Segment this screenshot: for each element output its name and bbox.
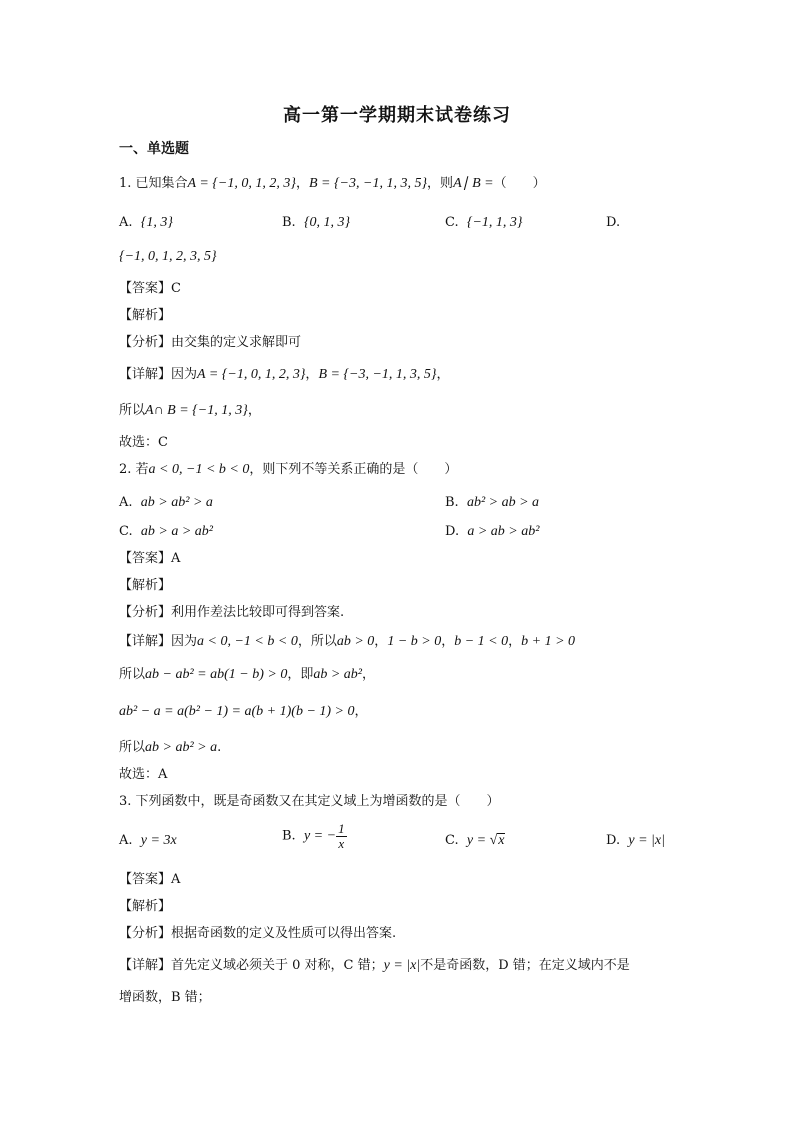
q1-comma: ， xyxy=(295,176,309,191)
q2-line2-end: ， xyxy=(362,667,376,682)
q1-suoyi-expr: A∩ B = {−1, 1, 3} xyxy=(145,403,248,418)
q3-option-a-text: y = 3x xyxy=(140,833,177,848)
q2-stem xyxy=(119,461,457,479)
q1-option-d-value: {−1, 0, 1, 2, 3, 5} xyxy=(119,249,217,264)
q2-xiangjie-c3: ， xyxy=(508,634,522,649)
q2-xiangjie-cond: a < 0, −1 < b < 0 xyxy=(197,634,298,649)
q2-line3 xyxy=(119,703,368,721)
q2-line4-expr: ab > ab² > a xyxy=(145,740,218,755)
q2-option-a-text: ab > ab² > a xyxy=(140,495,213,510)
q1-xiangjie xyxy=(119,366,450,384)
q3-option-a-letter: A. xyxy=(119,833,133,848)
q3-option-d xyxy=(606,832,665,850)
q3-option-b-fraction xyxy=(336,822,347,851)
q2-xiangjie-e3: b − 1 < 0 xyxy=(454,634,509,649)
q1-xiangjie-set-b: B = {−3, −1, 1, 3, 5} xyxy=(318,367,437,382)
q1-option-b xyxy=(282,214,350,232)
q1-set-b: B = {−3, −1, 1, 3, 5} xyxy=(308,176,428,191)
q2-option-d xyxy=(445,523,539,541)
q1-suoyi-prefix: 所以 xyxy=(119,403,146,418)
q3-xiangjie-text2: 不是奇函数，D 错；在定义域内不是 xyxy=(420,958,630,973)
q2-line3-expr: ab² − a = a(b² − 1) = a(b + 1)(b − 1) > 0 xyxy=(119,704,355,719)
q3-xiangjie-label: 【详解】 xyxy=(119,958,172,973)
q2-xiangjie-c2: ， xyxy=(441,634,455,649)
q3-option-b-letter: B. xyxy=(282,828,296,844)
q3-xiangjie-text1: 首先定义域必须关于 0 对称，C 错； xyxy=(171,958,384,973)
q2-xiangjie-e2: 1 − b > 0 xyxy=(387,634,442,649)
q1-option-a xyxy=(119,214,173,232)
q1-option-a-letter: A. xyxy=(119,215,133,230)
section-title: 一、单选题 xyxy=(119,141,189,157)
q3-xiangjie-cont: 增函数，B 错； xyxy=(119,990,211,1005)
q2-xiangjie xyxy=(119,633,575,651)
q2-xiangjie-label: 【详解】 xyxy=(119,634,172,649)
q2-condition: a < 0, −1 < b < 0 xyxy=(148,462,250,477)
q1-fenxi-text: 由交集的定义求解即可 xyxy=(171,335,302,350)
q3-option-b-numerator: 1 xyxy=(338,821,345,836)
q3-xiangjie xyxy=(119,957,630,975)
q2-xiangjie-c1: ， xyxy=(374,634,388,649)
q3-fenxi xyxy=(119,925,396,943)
q2-option-a-letter: A. xyxy=(119,495,133,510)
q1-then: ，则 xyxy=(427,176,454,191)
q1-xiangjie-set-a: A = {−1, 0, 1, 2, 3} xyxy=(197,367,306,382)
q1-option-d-text xyxy=(119,248,217,266)
q2-option-d-text: a > ab > ab² xyxy=(467,524,540,539)
q3-option-c xyxy=(445,832,505,850)
q2-option-d-letter: D. xyxy=(445,524,460,539)
q2-xiangjie-mid: ，所以 xyxy=(297,634,337,649)
q2-option-c xyxy=(119,523,213,541)
q2-line2-expr: ab − ab² = ab(1 − b) > 0 xyxy=(145,667,288,682)
q3-answer: 【答案】A xyxy=(119,872,181,887)
q3-option-c-radicand: x xyxy=(498,833,505,848)
q2-option-b-letter: B. xyxy=(445,495,459,510)
q1-option-a-text: {1, 3} xyxy=(140,215,173,230)
q2-guxuan: 故选：A xyxy=(119,767,168,782)
q1-option-b-letter: B. xyxy=(282,215,296,230)
document-title: 高一第一学期期末试卷练习 xyxy=(283,105,511,126)
q3-fenxi-label: 【分析】 xyxy=(119,926,172,941)
q3-jiexi: 【解析】 xyxy=(119,899,172,914)
q1-answer: 【答案】C xyxy=(119,281,181,296)
q1-xiangjie-comma: ， xyxy=(305,367,319,382)
q2-fenxi-text: 利用作差法比较即可得到答案. xyxy=(171,605,345,620)
q1-option-b-text: {0, 1, 3} xyxy=(303,215,351,230)
q2-option-c-text: ab > a > ab² xyxy=(140,524,213,539)
q1-suoyi xyxy=(119,402,261,420)
q1-option-d xyxy=(606,214,620,232)
q2-line2-expr2: ab > ab² xyxy=(313,667,362,682)
q1-xiangjie-label: 【详解】 xyxy=(119,367,172,382)
q3-fenxi-text: 根据奇函数的定义及性质可以得出答案. xyxy=(171,926,397,941)
q2-line2-prefix: 所以 xyxy=(119,667,146,682)
q1-guxuan: 故选：C xyxy=(119,435,168,450)
q2-option-b-text: ab² > ab > a xyxy=(466,495,540,510)
q2-line4-prefix: 所以 xyxy=(119,740,146,755)
q2-line4-end: . xyxy=(217,740,222,755)
q1-stem-prefix: 1. 已知集合 xyxy=(119,176,188,191)
q2-fenxi-label: 【分析】 xyxy=(119,605,172,620)
q3-option-b-text: y = − xyxy=(303,828,337,844)
q2-line2-mid: ，即 xyxy=(287,667,314,682)
q2-answer: 【答案】A xyxy=(119,551,181,566)
q1-option-c xyxy=(445,214,523,232)
q1-xiangjie-end: ， xyxy=(436,367,450,382)
q2-line3-end: ， xyxy=(354,704,368,719)
q1-blank: （ ） xyxy=(493,176,546,191)
q1-option-c-text: {−1, 1, 3} xyxy=(466,215,523,230)
q2-line2 xyxy=(119,666,375,684)
q3-option-c-radical-sign: √ xyxy=(489,833,498,848)
q2-option-a xyxy=(119,494,213,512)
q2-option-b xyxy=(445,494,539,512)
q1-expr: A∣ B = xyxy=(453,176,494,191)
q3-option-b-denominator: x xyxy=(338,836,345,851)
q1-option-d-letter: D. xyxy=(606,215,621,230)
q3-option-d-letter: D. xyxy=(606,833,621,848)
q3-xiangjie-expr: y = |x| xyxy=(383,958,421,973)
q1-suoyi-end: ， xyxy=(247,403,261,418)
q1-stem xyxy=(119,175,546,193)
q1-jiexi: 【解析】 xyxy=(119,308,172,323)
q1-xiangjie-prefix: 因为 xyxy=(171,367,198,382)
q2-option-c-letter: C. xyxy=(119,524,133,539)
q1-option-c-letter: C. xyxy=(445,215,459,230)
q1-fenxi-label: 【分析】 xyxy=(119,335,172,350)
q2-stem-prefix: 2. 若 xyxy=(119,462,149,477)
q3-option-b xyxy=(282,822,347,851)
q3-stem: 3. 下列函数中，既是奇函数又在其定义域上为增函数的是（ ） xyxy=(119,794,500,809)
q3-option-c-text: y = xyxy=(466,833,490,848)
q3-option-d-text: y = |x| xyxy=(628,833,665,848)
q2-xiangjie-e1: ab > 0 xyxy=(336,634,375,649)
q2-xiangjie-prefix: 因为 xyxy=(171,634,198,649)
q2-stem-suffix: ，则下列不等关系正确的是（ ） xyxy=(249,462,458,477)
q3-option-a xyxy=(119,832,177,850)
q2-line4 xyxy=(119,739,221,757)
q3-option-c-letter: C. xyxy=(445,833,459,848)
q1-set-a: A = {−1, 0, 1, 2, 3} xyxy=(187,176,296,191)
q2-jiexi: 【解析】 xyxy=(119,578,172,593)
q1-fenxi xyxy=(119,334,301,352)
q2-fenxi xyxy=(119,604,344,622)
q2-xiangjie-e4: b + 1 > 0 xyxy=(521,634,576,649)
